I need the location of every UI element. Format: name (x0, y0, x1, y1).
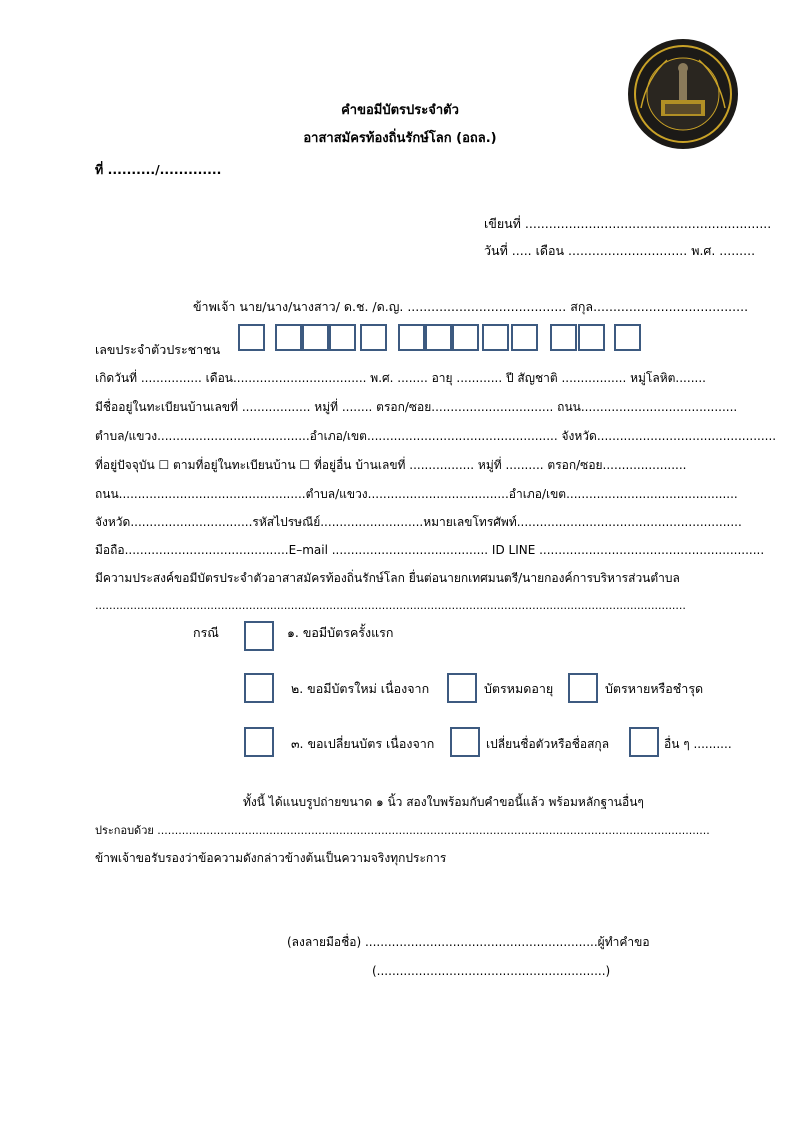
id-digit-box[interactable] (550, 324, 577, 351)
name-line: ข้าพเจ้า นาย/นาง/นางสาว/ ด.ช. /ด.ญ. ........................................ สกุล....................................... (193, 299, 749, 314)
road-line: ถนน.................................................ตำบล/แขวง.....................................อำเภอ/เขต............................................. (95, 487, 738, 501)
signature-name-line: (............................................................) (372, 964, 611, 978)
purpose-line: มีความประสงค์ขอมีบัตรประจำตัวอาสาสมัครท้องถิ่นรักษ์โลก ยื่นต่อนายกเทศมนตรี/นายกองค์การบริหารส่วนตำบล (95, 571, 680, 585)
certification-statement: ข้าพเจ้าขอรับรองว่าข้อความดังกล่าวข้างต้นเป็นความจริงทุกประการ (95, 851, 447, 865)
id-digit-box[interactable] (360, 324, 387, 351)
option-3-label: ๓. ขอเปลี่ยนบัตร เนื่องจาก (291, 736, 435, 751)
birth-line: เกิดวันที่ ................ เดือน................................... พ.ศ. ........ อายุ ............ ปี สัญชาติ ................. หมู่โลหิต........ (95, 371, 706, 385)
current-address-line: ที่อยู่ปัจจุบัน ☐ ตามที่อยู่ในทะเบียนบ้าน ☐ ที่อยู่อื่น บ้านเลขที่ ................. หมู่ที่ .......... ตรอก/ซอย...................... (95, 458, 687, 472)
id-digit-box[interactable] (425, 324, 452, 351)
document-number: ที่ ........../............. (95, 162, 222, 177)
house-registration-line: มีชื่ออยู่ในทะเบียนบ้านเลขที่ .................. หมู่ที่ ........ ตรอก/ซอย................................ ถนน......................................... (95, 400, 738, 414)
form-title: คำขอมีบัตรประจำตัว (341, 103, 459, 118)
attachment-dots-line: ประกอบด้วย .............................................................................................................................................................. (95, 824, 710, 837)
id-digit-box[interactable] (275, 324, 302, 351)
option-3-checkbox[interactable] (244, 727, 274, 757)
id-digit-box[interactable] (329, 324, 356, 351)
option-2-label: ๒. ขอมีบัตรใหม่ เนื่องจาก (291, 681, 430, 696)
id-digit-box[interactable] (482, 324, 509, 351)
mobile-line: มือถือ...........................................E–mail ......................................... ID LINE ........................................................... (95, 543, 765, 557)
case-label: กรณี (193, 625, 219, 640)
date-line: วันที่ ..... เดือน .............................. พ.ศ. ......... (484, 243, 756, 258)
signature-line: (ลงลายมือชื่อ) .............................................................ผู้ทำคำขอ (287, 935, 650, 949)
option-3-name-change-label: เปลี่ยนชื่อตัวหรือชื่อสกุล (486, 737, 610, 751)
purpose-dots-line: ......................................................................................................................................................................... (95, 599, 686, 612)
id-digit-box[interactable] (302, 324, 329, 351)
id-digit-box[interactable] (614, 324, 641, 351)
option-3-name-change-checkbox[interactable] (450, 727, 480, 757)
option-1-checkbox[interactable] (244, 621, 274, 651)
id-digit-box[interactable] (238, 324, 265, 351)
option-3-other-checkbox[interactable] (629, 727, 659, 757)
option-2-lost-checkbox[interactable] (568, 673, 598, 703)
option-2-expired-checkbox[interactable] (447, 673, 477, 703)
id-digit-box[interactable] (398, 324, 425, 351)
option-2-checkbox[interactable] (244, 673, 274, 703)
citizen-id-label: เลขประจำตัวประชาชน (95, 342, 221, 357)
attachment-line: ทั้งนี้ ได้แนบรูปถ่ายขนาด ๑ นิ้ว สองใบพร้อมกับคำขอนี้แล้ว พร้อมหลักฐานอื่นๆ (243, 795, 644, 809)
option-1-label: ๑. ขอมีบัตรครั้งแรก (287, 625, 394, 640)
subdistrict-line: ตำบล/แขวง........................................อำเภอ/เขต.................................................. จังหวัด............................................... (95, 429, 777, 443)
written-at-line: เขียนที่ .............................................................. (484, 216, 772, 231)
province-line: จังหวัด................................รหัสไปรษณีย์...........................หมายเลขโทรศัพท์........................................................... (95, 515, 742, 529)
option-3-other-label: อื่น ๆ .......... (664, 737, 732, 751)
option-2-expired-label: บัตรหมดอายุ (484, 681, 554, 696)
id-digit-box[interactable] (578, 324, 605, 351)
id-digit-box[interactable] (511, 324, 538, 351)
option-2-lost-label: บัตรหายหรือชำรุด (605, 681, 704, 696)
form-subtitle: อาสาสมัครท้องถิ่นรักษ์โลก (อถล.) (303, 131, 497, 146)
id-digit-box[interactable] (452, 324, 479, 351)
